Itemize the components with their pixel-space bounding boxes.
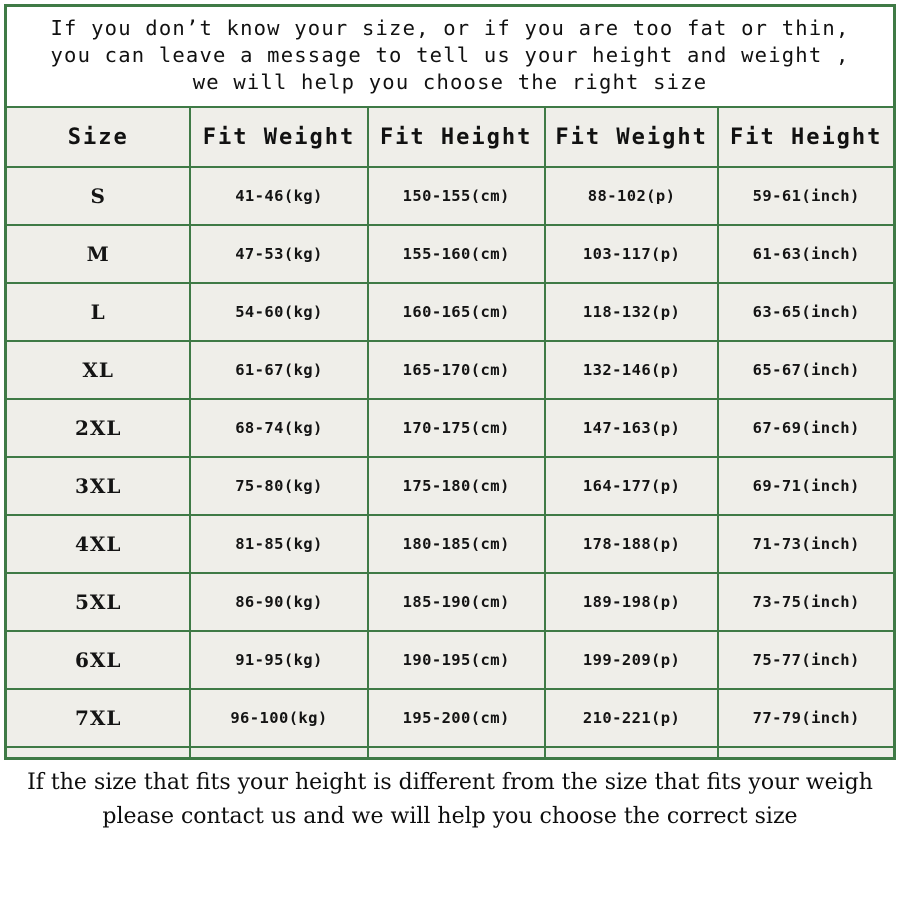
cell-height-inch: 75-77(inch) — [718, 631, 893, 689]
table-row — [7, 515, 893, 573]
cell-height-cm: 190-195(cm) — [368, 631, 545, 689]
cell-weight-lb: 210-221(p) — [545, 689, 719, 747]
table-row — [7, 747, 893, 760]
cell-size: 2XL — [7, 399, 190, 457]
cell-weight-lb: 189-198(p) — [545, 573, 719, 631]
cell-weight-kg: 47-53(kg) — [190, 225, 367, 283]
cell-height-cm: 175-180(cm) — [368, 457, 545, 515]
cell-height-cm: 195-200(cm) — [368, 689, 545, 747]
table-row — [7, 631, 893, 689]
cell-size: 4XL — [7, 515, 190, 573]
cell-height-inch: 63-65(inch) — [718, 283, 893, 341]
cell-size: 7XL — [7, 689, 190, 747]
cell-height-cm: 185-190(cm) — [368, 573, 545, 631]
table-row — [7, 341, 893, 399]
cell-size: 5XL — [7, 573, 190, 631]
footer-line-2: please contact us and we will help you choose the correct size — [102, 804, 798, 829]
cell-weight-kg: 86-90(kg) — [190, 573, 367, 631]
cell-height-inch — [718, 747, 893, 760]
cell-weight-kg — [190, 747, 367, 760]
cell-weight-kg: 81-85(kg) — [190, 515, 367, 573]
notice-line-3: we will help you choose the right size — [192, 70, 708, 94]
table-row — [7, 167, 893, 225]
size-table — [7, 108, 893, 760]
cell-size: S — [7, 167, 190, 225]
column-header-fit-weight-lb: Fit Weight — [545, 108, 719, 167]
cell-height-inch: 77-79(inch) — [718, 689, 893, 747]
column-header-fit-weight-kg: Fit Weight — [190, 108, 367, 167]
cell-weight-kg: 61-67(kg) — [190, 341, 367, 399]
cell-size: 6XL — [7, 631, 190, 689]
cell-height-inch: 59-61(inch) — [718, 167, 893, 225]
footer-note — [0, 766, 900, 834]
notice-line-2: you can leave a message to tell us your height and weight , — [50, 43, 850, 67]
cell-height-inch: 61-63(inch) — [718, 225, 893, 283]
cell-weight-kg: 41-46(kg) — [190, 167, 367, 225]
cell-weight-kg: 54-60(kg) — [190, 283, 367, 341]
cell-weight-lb: 118-132(p) — [545, 283, 719, 341]
table-row — [7, 399, 893, 457]
cell-weight-lb: 103-117(p) — [545, 225, 719, 283]
cell-height-cm: 170-175(cm) — [368, 399, 545, 457]
table-row — [7, 283, 893, 341]
cell-height-inch: 67-69(inch) — [718, 399, 893, 457]
column-header-fit-height-cm: Fit Height — [368, 108, 545, 167]
cell-size: M — [7, 225, 190, 283]
table-row — [7, 689, 893, 747]
cell-weight-kg: 68-74(kg) — [190, 399, 367, 457]
table-row — [7, 573, 893, 631]
cell-size: 3XL — [7, 457, 190, 515]
table-row — [7, 225, 893, 283]
cell-height-cm: 165-170(cm) — [368, 341, 545, 399]
cell-weight-lb: 88-102(p) — [545, 167, 719, 225]
cell-size: L — [7, 283, 190, 341]
cell-weight-lb: 178-188(p) — [545, 515, 719, 573]
column-header-fit-height-inch: Fit Height — [718, 108, 893, 167]
cell-height-inch: 69-71(inch) — [718, 457, 893, 515]
cell-height-cm — [368, 747, 545, 760]
cell-height-cm: 180-185(cm) — [368, 515, 545, 573]
notice-line-1: If you don’t know your size, or if you are too fat or thin, — [50, 16, 850, 40]
cell-height-inch: 71-73(inch) — [718, 515, 893, 573]
footer-line-1: If the size that fits your height is different from the size that fits your weigh — [27, 770, 873, 795]
size-notice — [7, 7, 893, 108]
cell-height-cm: 160-165(cm) — [368, 283, 545, 341]
cell-weight-lb: 132-146(p) — [545, 341, 719, 399]
column-header-size: Size — [7, 108, 190, 167]
cell-height-inch: 65-67(inch) — [718, 341, 893, 399]
table-row — [7, 457, 893, 515]
cell-height-cm: 150-155(cm) — [368, 167, 545, 225]
cell-weight-kg: 91-95(kg) — [190, 631, 367, 689]
cell-weight-lb: 147-163(p) — [545, 399, 719, 457]
table-header-row — [7, 108, 893, 167]
cell-weight-lb: 199-209(p) — [545, 631, 719, 689]
size-chart-box — [4, 4, 896, 760]
cell-weight-lb: 164-177(p) — [545, 457, 719, 515]
cell-weight-kg: 75-80(kg) — [190, 457, 367, 515]
cell-size — [7, 747, 190, 760]
cell-weight-lb — [545, 747, 719, 760]
cell-weight-kg: 96-100(kg) — [190, 689, 367, 747]
cell-size: XL — [7, 341, 190, 399]
cell-height-inch: 73-75(inch) — [718, 573, 893, 631]
cell-height-cm: 155-160(cm) — [368, 225, 545, 283]
